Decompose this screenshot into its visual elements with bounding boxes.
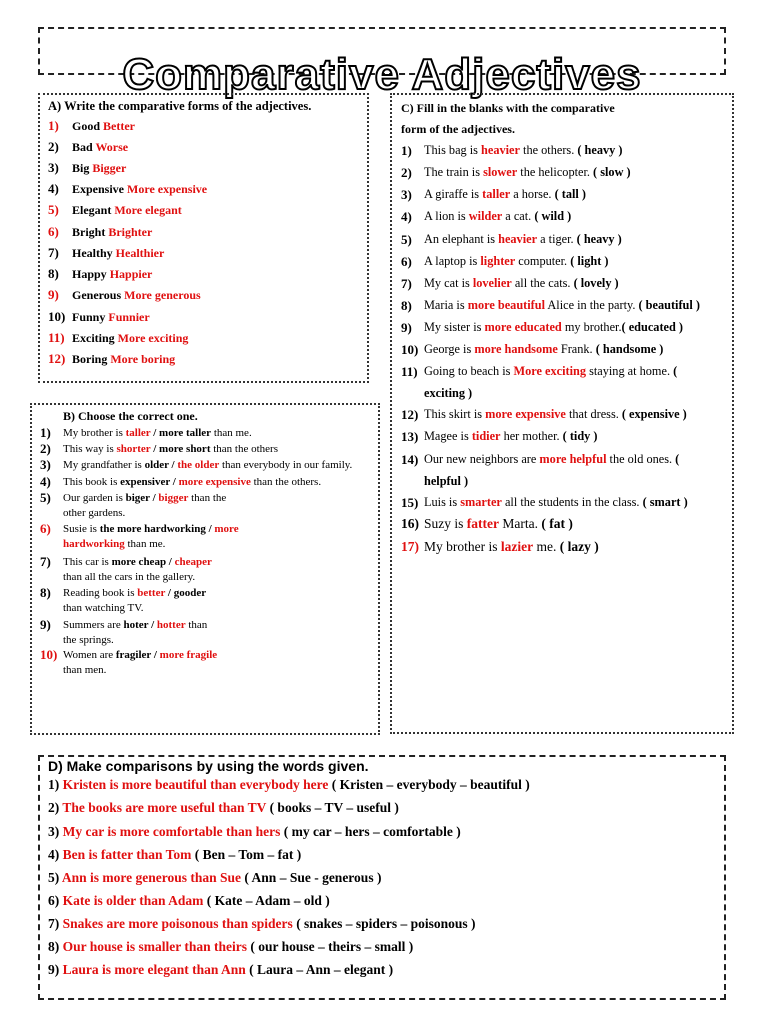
- item-number: 10): [48, 309, 66, 324]
- answer-text: more helpful: [539, 452, 607, 466]
- sentence-end: that dress.: [565, 407, 622, 421]
- section-c-item: [424, 452, 679, 467]
- sentence-start: Our garden is: [63, 492, 126, 504]
- answer-text: more educated: [484, 320, 562, 334]
- hint-text: ( lovely ): [573, 276, 619, 290]
- item-number: 8): [48, 939, 63, 954]
- section-c-item: [424, 187, 586, 202]
- sentence-end: other gardens.: [63, 507, 126, 519]
- section-c-item: [424, 516, 573, 532]
- hint-text: ( lazy ): [559, 539, 599, 554]
- item-number: 2): [401, 165, 412, 180]
- item-number: 7): [48, 916, 63, 931]
- item-number: 16): [401, 516, 419, 531]
- sentence-end: staying at home.: [586, 364, 674, 378]
- wrong-choice: / more short: [150, 443, 211, 455]
- sentence-start: My brother is: [63, 427, 126, 439]
- adjective-word: Bad: [72, 140, 96, 154]
- item-number: 8): [48, 266, 59, 281]
- section-c-item-line2: exciting ): [424, 386, 473, 400]
- section-b-item: [63, 426, 252, 442]
- wrong-choice: / more taller: [150, 427, 212, 439]
- wrong-choice: biger /: [125, 492, 159, 504]
- item-number: 1): [48, 118, 59, 133]
- sentence-end: the helicopter.: [517, 165, 594, 179]
- hint-text: ( smart ): [642, 495, 688, 509]
- section-c-heading-1: C) Fill in the blanks with the comparative: [401, 101, 615, 115]
- item-number: 13): [401, 429, 419, 444]
- adjective-word: Healthy: [72, 246, 116, 260]
- wrong-choice: older /: [144, 459, 178, 471]
- hint-text: ( beautiful ): [638, 298, 700, 312]
- section-b-item: [63, 555, 212, 571]
- item-number: 14): [401, 452, 419, 467]
- section-c-item: [424, 495, 688, 510]
- hint-text: ( books – TV – useful ): [266, 800, 399, 815]
- section-b-item-line2: [63, 633, 114, 649]
- sentence-start: Summers are: [63, 619, 124, 631]
- item-number: 4): [48, 181, 59, 196]
- hint-text: ( Laura – Ann – elegant ): [245, 962, 394, 977]
- section-b-item: [63, 491, 226, 507]
- correct-choice: bigger: [158, 492, 189, 504]
- answer-text: More boring: [110, 352, 176, 366]
- item-number: 4): [40, 474, 51, 489]
- item-number: 2): [40, 441, 51, 456]
- item-number: 11): [48, 330, 65, 345]
- correct-choice: hardworking: [63, 538, 125, 550]
- hint-text: (: [673, 364, 678, 378]
- answer-text: More exciting: [117, 331, 189, 345]
- answer-text: lighter: [480, 254, 516, 268]
- hint-text: ( Kate – Adam – old ): [203, 893, 330, 908]
- item-number: 8): [401, 298, 412, 313]
- sentence-end: than the: [188, 492, 227, 504]
- section-b-item-line2: [63, 663, 106, 679]
- sentence-start: My cat is: [424, 276, 473, 290]
- sentence-end: Marta.: [499, 516, 542, 531]
- sentence-end: than the others.: [250, 476, 322, 488]
- hint-text: ( handsome ): [595, 342, 664, 356]
- item-number: 3): [401, 187, 412, 202]
- item-number: 6): [401, 254, 412, 269]
- adjective-word: Elegant: [72, 203, 115, 217]
- sentence-end: a tiger.: [537, 232, 577, 246]
- sentence-start: Maria is: [424, 298, 468, 312]
- sentence-end: the others.: [519, 143, 578, 157]
- section-c-item: [424, 276, 619, 291]
- section-d-item: [48, 800, 399, 816]
- answer-text: More exciting: [513, 364, 586, 378]
- answer-text: Worse: [95, 140, 129, 154]
- item-number: 11): [401, 364, 418, 379]
- sentence-start: This way is: [63, 443, 117, 455]
- section-b-heading: B) Choose the correct one.: [63, 409, 198, 423]
- section-c-item: [424, 407, 687, 422]
- answer-text: tidier: [471, 429, 501, 443]
- item-number: 17): [401, 539, 419, 554]
- section-a-item: [48, 245, 164, 261]
- answer-text: Funnier: [108, 310, 150, 324]
- answer-text: More generous: [124, 288, 201, 302]
- section-b-item-line2: [63, 537, 165, 553]
- answer-text: Brighter: [108, 225, 153, 239]
- section-a-item: [48, 202, 182, 218]
- section-a-heading: A) Write the comparative forms of the adjectives.: [48, 99, 312, 113]
- section-a-item: [48, 309, 150, 325]
- section-d-item: [48, 824, 461, 840]
- sentence-end: than me.: [211, 427, 252, 439]
- answer-text: Snakes are more poisonous than spiders: [62, 916, 293, 931]
- item-number: 1): [48, 777, 63, 792]
- wrong-choice: the more hardworking /: [99, 523, 215, 535]
- sentence-end: all the cats.: [511, 276, 574, 290]
- section-c-item-line2: helpful ): [424, 474, 469, 488]
- sentence-start: My brother is: [424, 539, 501, 554]
- section-b-item: [63, 586, 206, 602]
- item-number: 5): [48, 870, 62, 885]
- sentence-start: Women are: [63, 649, 116, 661]
- answer-text: More expensive: [127, 182, 208, 196]
- item-number: 5): [401, 232, 412, 247]
- sentence-start: This car is: [63, 556, 112, 568]
- adjective-word: Good: [72, 119, 104, 133]
- item-number: 10): [401, 342, 419, 357]
- answer-text: Ann is more generous than Sue: [61, 870, 242, 885]
- item-number: 4): [48, 847, 63, 862]
- section-d-item: [48, 962, 393, 978]
- answer-text: Our house is smaller than theirs: [62, 939, 248, 954]
- wrong-choice: expensiver /: [120, 476, 179, 488]
- sentence-end: than me.: [124, 538, 166, 550]
- correct-choice: better: [137, 587, 166, 599]
- adjective-word: Bright: [72, 225, 109, 239]
- sentence-start: Magee is: [424, 429, 472, 443]
- adjective-word: Exciting: [72, 331, 118, 345]
- item-number: 5): [40, 490, 51, 505]
- answer-text: lovelier: [472, 276, 512, 290]
- section-d-item: [48, 916, 475, 932]
- sentence-end: my brother.: [561, 320, 622, 334]
- sentence-start: A laptop is: [424, 254, 481, 268]
- sentence-end: Frank.: [557, 342, 596, 356]
- hint-text: ( wild ): [534, 209, 572, 223]
- section-c-item: [424, 232, 622, 247]
- sentence-start: A giraffe is: [424, 187, 483, 201]
- sentence-start: An elephant is: [424, 232, 499, 246]
- section-a-item: [48, 118, 135, 134]
- section-d-heading: D) Make comparisons by using the words given.: [48, 758, 369, 774]
- hint-text: ( slow ): [593, 165, 631, 179]
- sentence-end: her mother.: [500, 429, 563, 443]
- answer-text: Ben is fatter than Tom: [62, 847, 192, 862]
- answer-text: My car is more comfortable than hers: [62, 824, 281, 839]
- section-b-item: [63, 442, 278, 458]
- sentence-end: all the students in the class.: [501, 495, 643, 509]
- sentence-end: than watching TV.: [63, 602, 144, 614]
- correct-choice: hotter: [156, 619, 186, 631]
- sentence-start: Our new neighbors are: [424, 452, 540, 466]
- item-number: 3): [48, 824, 63, 839]
- correct-choice: more: [214, 523, 239, 535]
- section-d-item: [48, 847, 301, 863]
- answer-text: more beautiful: [467, 298, 546, 312]
- page-title: Comparative Adjectives: [122, 50, 642, 99]
- sentence-end: computer.: [515, 254, 571, 268]
- section-d-item: [48, 893, 330, 909]
- wrong-choice: fragiler /: [115, 649, 160, 661]
- section-a-item: [48, 160, 126, 176]
- answer-text: Healthier: [115, 246, 165, 260]
- sentence-end: than the others: [210, 443, 278, 455]
- answer-text: lazier: [500, 539, 534, 554]
- item-number: 12): [401, 407, 419, 422]
- section-a-item: [48, 266, 152, 282]
- item-number: 2): [48, 139, 59, 154]
- hint-text: ( heavy ): [576, 232, 622, 246]
- sentence-start: Susie is: [63, 523, 100, 535]
- section-b-item-line2: [63, 506, 125, 522]
- hint-text: ( tall ): [554, 187, 586, 201]
- section-a-item: [48, 181, 207, 197]
- sentence-start: My sister is: [424, 320, 485, 334]
- hint-text: ( our house – theirs – small ): [247, 939, 414, 954]
- hint-text: ( my car – hers – comfortable ): [280, 824, 461, 839]
- section-a-item: [48, 139, 128, 155]
- sentence-end: the springs.: [63, 634, 114, 646]
- item-number: 9): [401, 320, 412, 335]
- sentence-start: This bag is: [424, 143, 482, 157]
- answer-text: heavier: [481, 143, 520, 157]
- item-number: 10): [40, 647, 58, 662]
- section-b-item-line2: [63, 601, 144, 617]
- sentence-start: Suzy is: [424, 516, 467, 531]
- hint-text: ( Ann – Sue - generous ): [241, 870, 382, 885]
- item-number: 6): [48, 224, 59, 239]
- hint-text: ( Kristen – everybody – beautiful ): [328, 777, 530, 792]
- section-c-item: [424, 320, 683, 335]
- answer-text: wilder: [468, 209, 503, 223]
- sentence-end: than: [185, 619, 208, 631]
- item-number: 8): [40, 585, 51, 600]
- hint-text: ( snakes – spiders – poisonous ): [292, 916, 476, 931]
- section-a-item: [48, 287, 201, 303]
- item-number: 7): [48, 245, 59, 260]
- item-number: 3): [48, 160, 59, 175]
- section-c-item: [424, 254, 608, 269]
- item-number: 6): [48, 893, 63, 908]
- item-number: 9): [40, 617, 51, 632]
- answer-text: heavier: [498, 232, 538, 246]
- sentence-end: than all the cars in the gallery.: [63, 571, 196, 583]
- item-number: 5): [48, 202, 59, 217]
- title-box: [38, 27, 726, 99]
- sentence-start: The train is: [424, 165, 484, 179]
- correct-choice: taller: [125, 427, 151, 439]
- item-number: 1): [401, 143, 412, 158]
- adjective-word: Happy: [72, 267, 110, 281]
- item-number: 1): [40, 425, 51, 440]
- sentence-end: the old ones.: [606, 452, 676, 466]
- sentence-start: Reading book is: [63, 587, 138, 599]
- sentence-end: me.: [533, 539, 560, 554]
- hint-text: ( fat ): [541, 516, 573, 531]
- section-b-item: [63, 618, 207, 634]
- answer-text: Happier: [109, 267, 153, 281]
- sentence-start: Going to beach is: [424, 364, 514, 378]
- sentence-end: a cat.: [502, 209, 535, 223]
- answer-text: Better: [103, 119, 135, 133]
- item-number: 12): [48, 351, 66, 366]
- wrong-choice: hoter /: [123, 619, 157, 631]
- sentence-start: Luis is: [424, 495, 461, 509]
- item-number: 2): [48, 800, 63, 815]
- adjective-word: Expensive: [72, 182, 128, 196]
- sentence-start: This book is: [63, 476, 121, 488]
- adjective-word: Generous: [72, 288, 125, 302]
- section-d-item: [48, 777, 530, 793]
- answer-text: slower: [483, 165, 518, 179]
- section-b-item: [63, 648, 217, 664]
- section-b-item: [63, 522, 239, 538]
- hint-text: ( heavy ): [577, 143, 623, 157]
- hint-text: ( educated ): [621, 320, 684, 334]
- correct-choice: shorter: [116, 443, 151, 455]
- sentence-end: than men.: [63, 664, 107, 676]
- correct-choice: more expensive: [178, 476, 251, 488]
- section-b-item: [63, 475, 321, 491]
- answer-text: Kristen is more beautiful than everybody here: [62, 777, 329, 792]
- item-number: 4): [401, 209, 412, 224]
- section-c-item: [424, 298, 700, 313]
- section-a-item: [48, 224, 152, 240]
- wrong-choice: more cheap /: [111, 556, 175, 568]
- section-c-item: [424, 209, 571, 224]
- section-a-item: [48, 351, 175, 367]
- answer-text: The books are more useful than TV: [62, 800, 267, 815]
- adjective-word: Funny: [72, 310, 109, 324]
- sentence-end: a horse.: [510, 187, 555, 201]
- section-c-heading-2: form of the adjectives.: [401, 122, 515, 136]
- sentence-start: George is: [424, 342, 475, 356]
- sentence-start: This skirt is: [424, 407, 486, 421]
- answer-text: Laura is more elegant than Ann: [62, 962, 246, 977]
- item-number: 9): [48, 962, 63, 977]
- hint-text: ( light ): [570, 254, 609, 268]
- adjective-word: Boring: [72, 352, 111, 366]
- section-c-item: [424, 165, 631, 180]
- item-number: 6): [40, 521, 51, 536]
- answer-text: Bigger: [92, 161, 127, 175]
- answer-text: taller: [482, 187, 511, 201]
- item-number: 7): [40, 554, 51, 569]
- item-number: 9): [48, 287, 59, 302]
- section-c-item: [424, 539, 599, 555]
- adjective-word: Big: [72, 161, 93, 175]
- section-c-item: [424, 429, 598, 444]
- section-d-item: [48, 939, 413, 955]
- correct-choice: more fragile: [159, 649, 218, 661]
- correct-choice: cheaper: [174, 556, 212, 568]
- section-d-item: [48, 870, 381, 886]
- hint-text: ( tidy ): [562, 429, 598, 443]
- sentence-end: Alice in the party.: [545, 298, 639, 312]
- section-a-item: [48, 330, 188, 346]
- answer-text: smarter: [460, 495, 502, 509]
- section-c-item: [424, 143, 622, 158]
- wrong-choice: / gooder: [165, 587, 207, 599]
- item-number: 3): [40, 457, 51, 472]
- section-c-item: [424, 342, 663, 357]
- answer-text: Kate is older than Adam: [62, 893, 204, 908]
- hint-text: ( expensive ): [621, 407, 687, 421]
- hint-text: (: [675, 452, 680, 466]
- section-b-item-line2: [63, 570, 195, 586]
- section-b-item: [63, 458, 352, 474]
- sentence-start: My grandfather is: [63, 459, 145, 471]
- answer-text: more handsome: [474, 342, 558, 356]
- item-number: 15): [401, 495, 419, 510]
- section-c-item: [424, 364, 677, 379]
- answer-text: more expensive: [485, 407, 566, 421]
- hint-text: ( Ben – Tom – fat ): [191, 847, 302, 862]
- answer-text: fatter: [466, 516, 499, 531]
- sentence-start: A lion is: [424, 209, 469, 223]
- correct-choice: the older: [177, 459, 220, 471]
- answer-text: More elegant: [114, 203, 182, 217]
- sentence-end: than everybody in our family.: [219, 459, 353, 471]
- item-number: 7): [401, 276, 412, 291]
